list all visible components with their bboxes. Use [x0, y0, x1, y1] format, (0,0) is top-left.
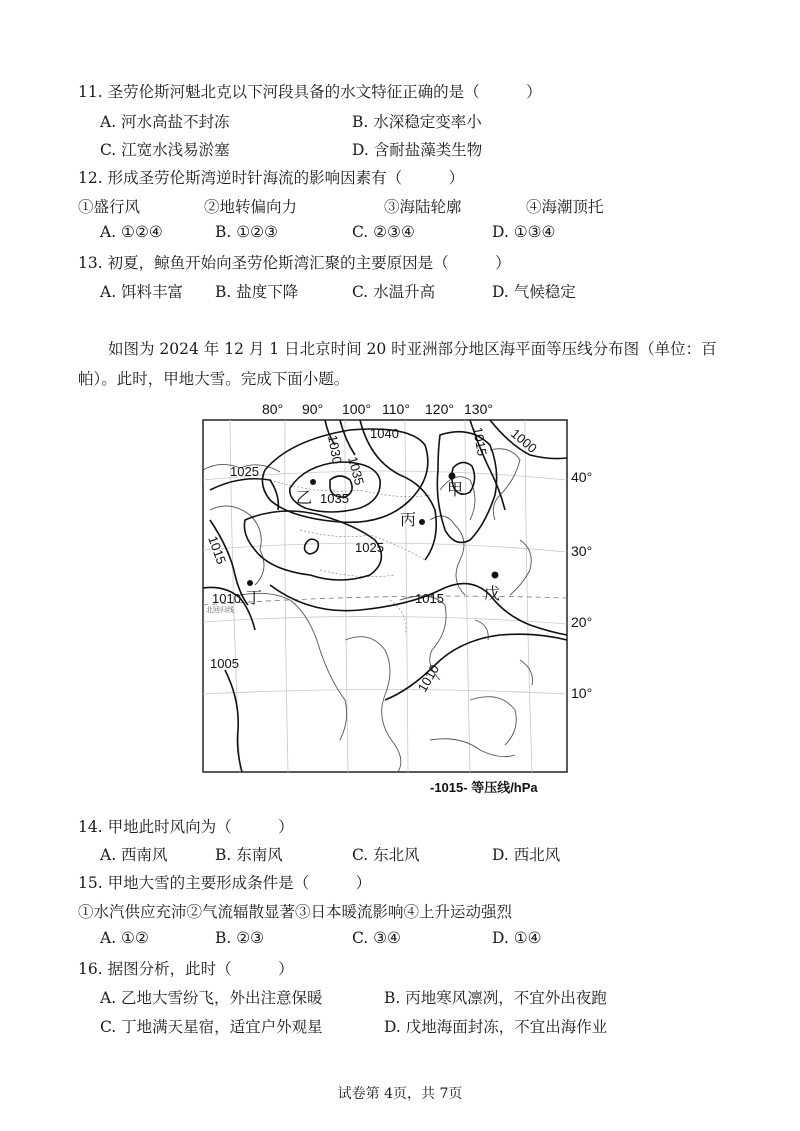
isobar-label-1030: 1030 [325, 433, 345, 466]
isobar-label-1025-west: 1025 [230, 464, 259, 479]
q15-option-a[interactable]: A. ①② [100, 929, 149, 947]
isobar-label-1025-central: 1025 [355, 540, 384, 555]
longitude-labels [262, 401, 493, 417]
isobar-label-1010-west: 1010 [212, 591, 241, 606]
question-13-stem: 13. 初夏，鲸鱼开始向圣劳伦斯湾汇聚的主要原因是（ ） [78, 254, 511, 272]
isobar-label-1015-south: 1015 [415, 591, 444, 606]
q13-option-b[interactable]: B. 盐度下降 [215, 283, 299, 301]
place-yi-dot [310, 479, 316, 485]
q15-option-c[interactable]: C. ③④ [352, 929, 401, 947]
question-16-stem: 16. 据图分析，此时（ ） [78, 960, 294, 978]
q14-option-a[interactable]: A. 西南风 [100, 846, 168, 864]
page-footer: 试卷第 4页，共 7页 [337, 1086, 463, 1102]
q11-option-c[interactable]: C. 江宽水浅易淤塞 [100, 141, 230, 159]
q12-factor-1: ①盛行风 [78, 198, 141, 216]
q12-factor-2: ②地转偏向力 [204, 198, 298, 216]
q12-option-b[interactable]: B. ①②③ [215, 223, 278, 241]
question-11-stem: 11. 圣劳伦斯河魁北克以下河段具备的水文特征正确的是（ ） [78, 83, 542, 101]
lon-label-90: 90° [302, 401, 324, 417]
q12-option-a[interactable]: A. ①②④ [100, 223, 163, 241]
isobar-map-figure [170, 400, 610, 800]
isobar-label-1015-west: 1015 [205, 533, 230, 567]
q11-option-a[interactable]: A. 河水高盐不封冻 [100, 113, 230, 131]
place-label-wu: 戊 [484, 584, 501, 603]
q13-option-c[interactable]: C. 水温升高 [352, 283, 436, 301]
q16-option-a[interactable]: A. 乙地大雪纷飞，外出注意保暖 [100, 989, 323, 1007]
place-jia-dot [449, 473, 456, 480]
map-legend: -1015- 等压线/hPa [430, 780, 538, 795]
q13-option-a[interactable]: A. 饵料丰富 [100, 283, 184, 301]
lat-label-30: 30° [571, 543, 593, 559]
question-12-stem: 12. 形成圣劳伦斯湾逆时针海流的影响因素有（ ） [78, 169, 465, 187]
place-label-ding: 丁 [246, 588, 263, 607]
isobar-label-1015-ne: 1015 [470, 425, 490, 458]
lon-label-120: 120° [425, 401, 454, 417]
latitude-labels [571, 469, 592, 701]
q14-option-c[interactable]: C. 东北风 [352, 846, 420, 864]
q11-option-d[interactable]: D. 含耐盐藻类生物 [352, 141, 483, 159]
q13-option-d[interactable]: D. 气候稳定 [492, 283, 576, 301]
q11-option-b[interactable]: B. 水深稳定变率小 [352, 113, 482, 131]
lat-label-40: 40° [571, 469, 593, 485]
place-label-yi: 乙 [296, 488, 313, 507]
q16-option-c[interactable]: C. 丁地满天星宿，适宜户外观星 [100, 1018, 323, 1036]
place-wu-dot [492, 572, 499, 579]
place-label-jia: 甲 [447, 480, 464, 499]
place-ding-dot [247, 580, 253, 586]
place-bing-dot [419, 519, 425, 525]
isobar-label-1000: 1000 [508, 425, 540, 456]
lon-label-110: 110° [382, 401, 410, 417]
q14-option-d[interactable]: D. 西北风 [492, 846, 561, 864]
lon-label-100: 100° [342, 401, 371, 417]
q12-factor-3: ③海陆轮廓 [384, 198, 462, 216]
lon-label-130: 130° [464, 401, 493, 417]
question-15-stem: 15. 甲地大雪的主要形成条件是（ ） [78, 874, 372, 892]
isobar-label-1035-north: 1035 [345, 454, 368, 487]
question-14-stem: 14. 甲地此时风向为（ ） [78, 818, 294, 836]
tropic-of-cancer-label: 北回归线 [206, 607, 234, 614]
q16-option-d[interactable]: D. 戊地海面封冻，不宜出海作业 [384, 1018, 608, 1036]
q15-factors-line: ①水汽供应充沛②气流辐散显著③日本暖流影响④上升运动强烈 [78, 903, 513, 921]
isobar-label-1010-south: 1010 [414, 661, 443, 695]
isobar-label-1035-yi: 1035 [320, 491, 349, 506]
isobar-label-1040: 1040 [370, 426, 399, 441]
lon-label-80: 80° [262, 401, 284, 417]
isobar-label-1005: 1005 [210, 656, 239, 671]
lat-label-10: 10° [571, 685, 593, 701]
q12-option-d[interactable]: D. ①③④ [492, 223, 556, 241]
q14-option-b[interactable]: B. 东南风 [215, 846, 283, 864]
q16-option-b[interactable]: B. 丙地寒风凛冽，不宜外出夜跑 [384, 989, 607, 1007]
q15-option-b[interactable]: B. ②③ [215, 929, 265, 947]
place-label-bing: 丙 [400, 510, 417, 529]
map-intro-text: 如图为 2024 年 12 月 1 日北京时间 20 时亚洲部分地区海平面等压线分布图（单位：百帕）。此时，甲地大雪。完成下面小题。 [78, 340, 717, 388]
q12-option-c[interactable]: C. ②③④ [352, 223, 415, 241]
q12-factor-4: ④海潮顶托 [526, 198, 604, 216]
lat-label-20: 20° [571, 614, 593, 630]
q15-option-d[interactable]: D. ①④ [492, 929, 542, 947]
